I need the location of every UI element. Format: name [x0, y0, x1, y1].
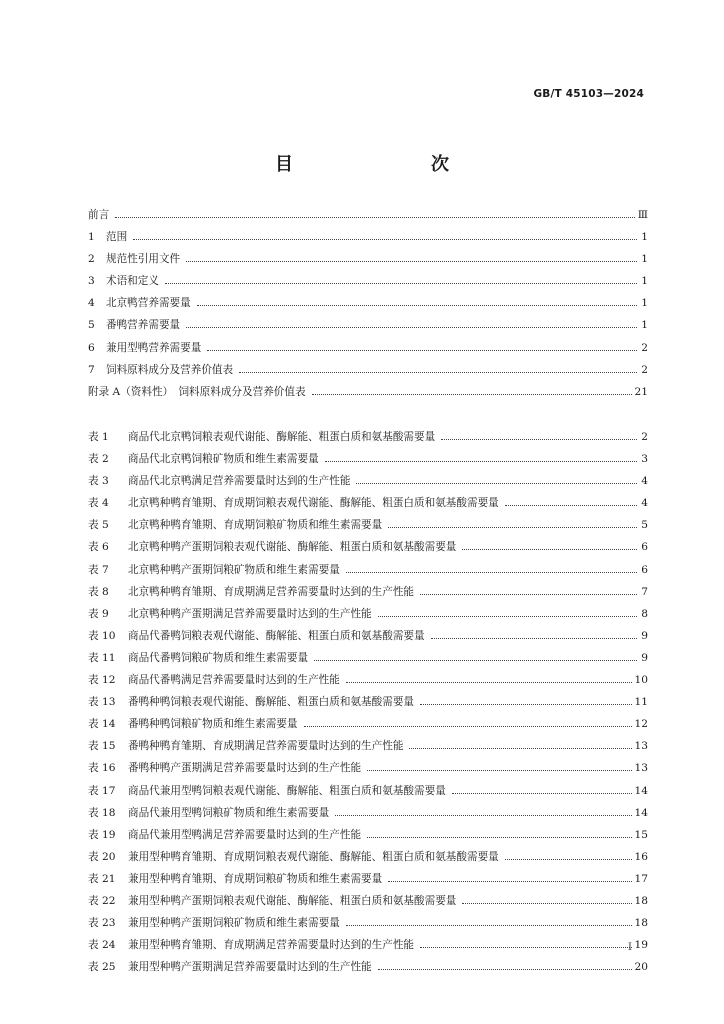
toc-entry-label: 范围: [106, 231, 128, 244]
toc-entry-page: 4: [641, 475, 648, 488]
toc-entry-page: 17: [634, 872, 648, 885]
toc-entry-number: 表 3: [88, 475, 109, 488]
toc-entry[interactable]: [88, 229, 648, 251]
toc-entry[interactable]: [88, 295, 648, 317]
toc-entry[interactable]: [88, 915, 648, 937]
toc-entry-page: 1: [641, 297, 648, 310]
toc-dot-leader: [505, 859, 632, 860]
toc-dot-leader: [346, 682, 632, 683]
toc-entry-number: 表 2: [88, 453, 109, 466]
toc-entry[interactable]: [88, 738, 648, 760]
toc-entry-number: 表 24: [88, 939, 116, 952]
toc-entry-page: 20: [634, 961, 648, 974]
toc-dot-leader: [239, 372, 637, 373]
toc-entry[interactable]: [88, 694, 648, 716]
toc-entry[interactable]: [88, 362, 648, 384]
toc-entry[interactable]: [88, 783, 648, 805]
toc-entry-number: 表 6: [88, 541, 109, 554]
toc-entry-number: 4: [88, 297, 95, 310]
toc-entry-number: 1: [88, 231, 95, 244]
toc-entry[interactable]: [88, 893, 648, 915]
toc-entry-page: 6: [641, 563, 648, 576]
toc-entry-label: 附录 A（资料性） 饲料原料成分及营养价值表: [88, 385, 306, 398]
toc-dot-leader: [431, 638, 637, 639]
toc-entry[interactable]: [88, 650, 648, 672]
toc-entry-page: 2: [641, 431, 648, 443]
toc-entry-number: 表 20: [88, 850, 116, 863]
toc-entry-page: 14: [634, 784, 648, 797]
toc-entry-label: 番鸭种鸭育雏期、育成期满足营养需要量时达到的生产性能: [128, 740, 404, 753]
toc-entry-page: 12: [634, 718, 648, 731]
toc-entry-number: 表 16: [88, 762, 116, 775]
toc-entry-number: 2: [88, 253, 95, 266]
toc-dot-leader: [378, 616, 637, 617]
toc-entry-page: 16: [634, 850, 648, 863]
toc-dot-leader: [186, 327, 637, 328]
toc-entry-page: 2: [641, 341, 648, 354]
toc-entry-number: 7: [88, 363, 95, 376]
toc-entry-page: 1: [641, 275, 648, 288]
toc-dot-leader: [367, 770, 631, 771]
toc-dot-leader: [462, 903, 631, 904]
toc-entry-label: 北京鸭种鸭产蛋期满足营养需要量时达到的生产性能: [128, 607, 372, 620]
toc-entry-page: 13: [634, 762, 648, 775]
toc-entry-label: 番鸭营养需要量: [106, 319, 181, 332]
toc-entry-label: 规范性引用文件: [106, 253, 181, 266]
toc-entry-number: 表 15: [88, 740, 116, 753]
standard-code: GB/T 45103—2024: [533, 88, 644, 100]
toc-entry-page: 8: [641, 607, 648, 620]
toc-dot-leader: [356, 483, 637, 484]
toc-dot-leader: [314, 660, 637, 661]
toc-dot-leader: [420, 704, 631, 705]
toc-dot-leader: [452, 793, 632, 794]
toc-entry-label: 北京鸭种鸭育雏期、育成期饲粮矿物质和维生素需要量: [128, 519, 383, 532]
toc-entry-label: 商品代兼用型鸭满足营养需要量时达到的生产性能: [128, 828, 362, 841]
toc-dot-leader: [186, 261, 637, 262]
toc-entry-page: 4: [641, 497, 648, 510]
toc-entry-label: 兼用型鸭营养需要量: [106, 341, 202, 354]
toc-entry-number: 表 5: [88, 519, 109, 532]
toc-entry-number: 6: [88, 341, 95, 354]
toc-dot-leader: [312, 394, 632, 395]
toc-dot-leader: [462, 549, 637, 550]
toc-entry-page: 13: [634, 740, 648, 753]
toc-entry-number: 表 17: [88, 784, 116, 797]
toc-entry-page: 9: [641, 629, 648, 642]
toc-dot-leader: [378, 969, 632, 970]
toc-entry-page: 15: [634, 828, 648, 841]
toc-entry-page: 1: [641, 231, 648, 244]
toc-entry-label: 北京鸭种鸭产蛋期饲粮矿物质和维生素需要量: [128, 563, 340, 576]
toc-entry-page: Ⅲ: [637, 209, 648, 221]
toc-entry-label: 兼用型种鸭产蛋期饲粮矿物质和维生素需要量: [128, 917, 340, 930]
toc-dot-leader: [420, 947, 631, 948]
toc-entry[interactable]: [88, 672, 648, 694]
toc-dot-leader: [420, 594, 637, 595]
toc-entry-label: 番鸭种鸭饲粮矿物质和维生素需要量: [128, 718, 298, 731]
toc-entry-label: 商品代北京鸭饲粮表观代谢能、酶解能、粗蛋白质和氨基酸需要量: [128, 431, 436, 443]
toc-entry[interactable]: [88, 606, 648, 628]
toc-entry[interactable]: [88, 384, 648, 406]
toc-entry-number: 3: [88, 275, 95, 288]
toc-entry-number: 表 11: [88, 651, 116, 664]
toc-dot-leader: [335, 815, 631, 816]
toc-entry-page: 14: [634, 806, 648, 819]
toc-entry-number: 5: [88, 319, 95, 332]
toc-entry[interactable]: [88, 273, 648, 295]
toc-entry-page: 7: [641, 585, 648, 598]
toc-entry-label: 北京鸭种鸭产蛋期饲粮表观代谢能、酶解能、粗蛋白质和氨基酸需要量: [128, 541, 457, 554]
toc-entry-label: 商品代番鸭饲粮表观代谢能、酶解能、粗蛋白质和氨基酸需要量: [128, 629, 425, 642]
toc-entry-page: 1: [641, 319, 648, 332]
toc-dot-leader: [505, 505, 637, 506]
toc-entry-label: 商品代兼用型鸭饲粮矿物质和维生素需要量: [128, 806, 330, 819]
toc-entry[interactable]: [88, 959, 648, 981]
toc-entry-number: 表 23: [88, 917, 116, 930]
toc-entry-label: 兼用型种鸭育雏期、育成期满足营养需要量时达到的生产性能: [128, 939, 415, 952]
toc-entry-label: 前言: [88, 209, 110, 221]
toc-entry[interactable]: [88, 495, 648, 517]
toc-entry[interactable]: [88, 760, 648, 782]
toc-entry[interactable]: [88, 827, 648, 849]
toc-entry[interactable]: [88, 517, 648, 539]
toc-main-list: [88, 207, 648, 406]
toc-entry-label: 兼用型种鸭育雏期、育成期饲粮表观代谢能、酶解能、粗蛋白质和氨基酸需要量: [128, 850, 499, 863]
toc-entry-number: 表 7: [88, 563, 109, 576]
toc-dot-leader: [115, 217, 635, 218]
toc-entry[interactable]: [88, 317, 648, 339]
toc-entry-page: 11: [634, 696, 648, 709]
toc-entry-label: 北京鸭种鸭育雏期、育成期饲粮表观代谢能、酶解能、粗蛋白质和氨基酸需要量: [128, 497, 499, 510]
toc-entry-number: 表 19: [88, 828, 116, 841]
toc-entry-label: 商品代北京鸭饲粮矿物质和维生素需要量: [128, 453, 319, 466]
toc-dot-leader: [197, 305, 637, 306]
toc-entry-label: 商品代番鸭饲粮矿物质和维生素需要量: [128, 651, 309, 664]
toc-entry-page: 3: [641, 453, 648, 466]
toc-entry[interactable]: [88, 340, 648, 362]
toc-entry-label: 饲料原料成分及营养价值表: [106, 363, 234, 376]
toc-dot-leader: [409, 748, 631, 749]
toc-dot-leader: [367, 837, 631, 838]
toc-entry[interactable]: [88, 871, 648, 893]
toc-entry[interactable]: [88, 937, 648, 959]
toc-entry-number: 表 8: [88, 585, 109, 598]
toc-dot-leader: [133, 239, 637, 240]
toc-entry-label: 番鸭种鸭产蛋期满足营养需要量时达到的生产性能: [128, 762, 362, 775]
toc-entry-page: 6: [641, 541, 648, 554]
toc-entry-label: 商品代番鸭满足营养需要量时达到的生产性能: [128, 674, 340, 687]
toc-entry[interactable]: [88, 429, 648, 451]
toc-entry[interactable]: [88, 805, 648, 827]
page-title: 目 次: [275, 154, 483, 175]
toc-entry[interactable]: [88, 207, 648, 229]
toc-entry-number: 表 18: [88, 806, 116, 819]
toc-entry[interactable]: [88, 251, 648, 273]
toc-entry[interactable]: [88, 451, 648, 473]
toc-dot-leader: [388, 527, 637, 528]
toc-entry-label: 番鸭种鸭饲粮表观代谢能、酶解能、粗蛋白质和氨基酸需要量: [128, 696, 415, 709]
toc-entry-page: 21: [634, 385, 648, 398]
toc-entry[interactable]: [88, 628, 648, 650]
toc-entry[interactable]: [88, 716, 648, 738]
toc-entry-number: 表 13: [88, 696, 116, 709]
toc-entry[interactable]: [88, 539, 648, 561]
toc-entry-number: 表 22: [88, 894, 116, 907]
toc-entry-label: 商品代北京鸭满足营养需要量时达到的生产性能: [128, 475, 351, 488]
toc-tables-list: [88, 429, 648, 981]
toc-entry-page: 5: [641, 519, 648, 532]
toc-dot-leader: [346, 572, 637, 573]
toc-entry-label: 北京鸭营养需要量: [106, 297, 191, 310]
toc-entry[interactable]: [88, 473, 648, 495]
toc-dot-leader: [207, 350, 637, 351]
toc-entry-label: 北京鸭种鸭育雏期、育成期满足营养需要量时达到的生产性能: [128, 585, 415, 598]
toc-dot-leader: [304, 726, 632, 727]
toc-entry-number: 表 25: [88, 961, 116, 974]
toc-entry-page: 1: [641, 253, 648, 266]
toc-dot-leader: [325, 461, 637, 462]
toc-entry-label: 兼用型种鸭育雏期、育成期饲粮矿物质和维生素需要量: [128, 872, 383, 885]
toc-entry-number: 表 9: [88, 607, 109, 620]
toc-dot-leader: [165, 283, 637, 284]
toc-entry-number: 表 21: [88, 872, 116, 885]
toc-entry-number: 表 12: [88, 674, 116, 687]
toc-entry[interactable]: [88, 562, 648, 584]
toc-entry-page: 19: [634, 939, 648, 952]
toc-entry-number: 表 1: [88, 431, 109, 443]
toc-entry-page: 18: [634, 894, 648, 907]
toc-entry[interactable]: [88, 584, 648, 606]
toc-entry-page: 2: [641, 363, 648, 376]
toc-entry-page: 10: [634, 674, 648, 687]
toc-dot-leader: [388, 881, 631, 882]
toc-dot-leader: [346, 925, 632, 926]
page-number: I: [627, 941, 632, 953]
toc-entry-page: 9: [641, 651, 648, 664]
toc-entry-number: 表 10: [88, 629, 116, 642]
toc-entry-number: 表 14: [88, 718, 116, 731]
toc-dot-leader: [441, 439, 637, 440]
toc-entry-label: 术语和定义: [106, 275, 159, 288]
toc-entry-label: 兼用型种鸭产蛋期饲粮表观代谢能、酶解能、粗蛋白质和氨基酸需要量: [128, 894, 457, 907]
toc-entry[interactable]: [88, 849, 648, 871]
toc-entry-label: 商品代兼用型鸭饲粮表观代谢能、酶解能、粗蛋白质和氨基酸需要量: [128, 784, 446, 797]
toc-entry-number: 表 4: [88, 497, 109, 510]
toc-entry-label: 兼用型种鸭产蛋期满足营养需要量时达到的生产性能: [128, 961, 372, 974]
toc-entry-page: 18: [634, 917, 648, 930]
